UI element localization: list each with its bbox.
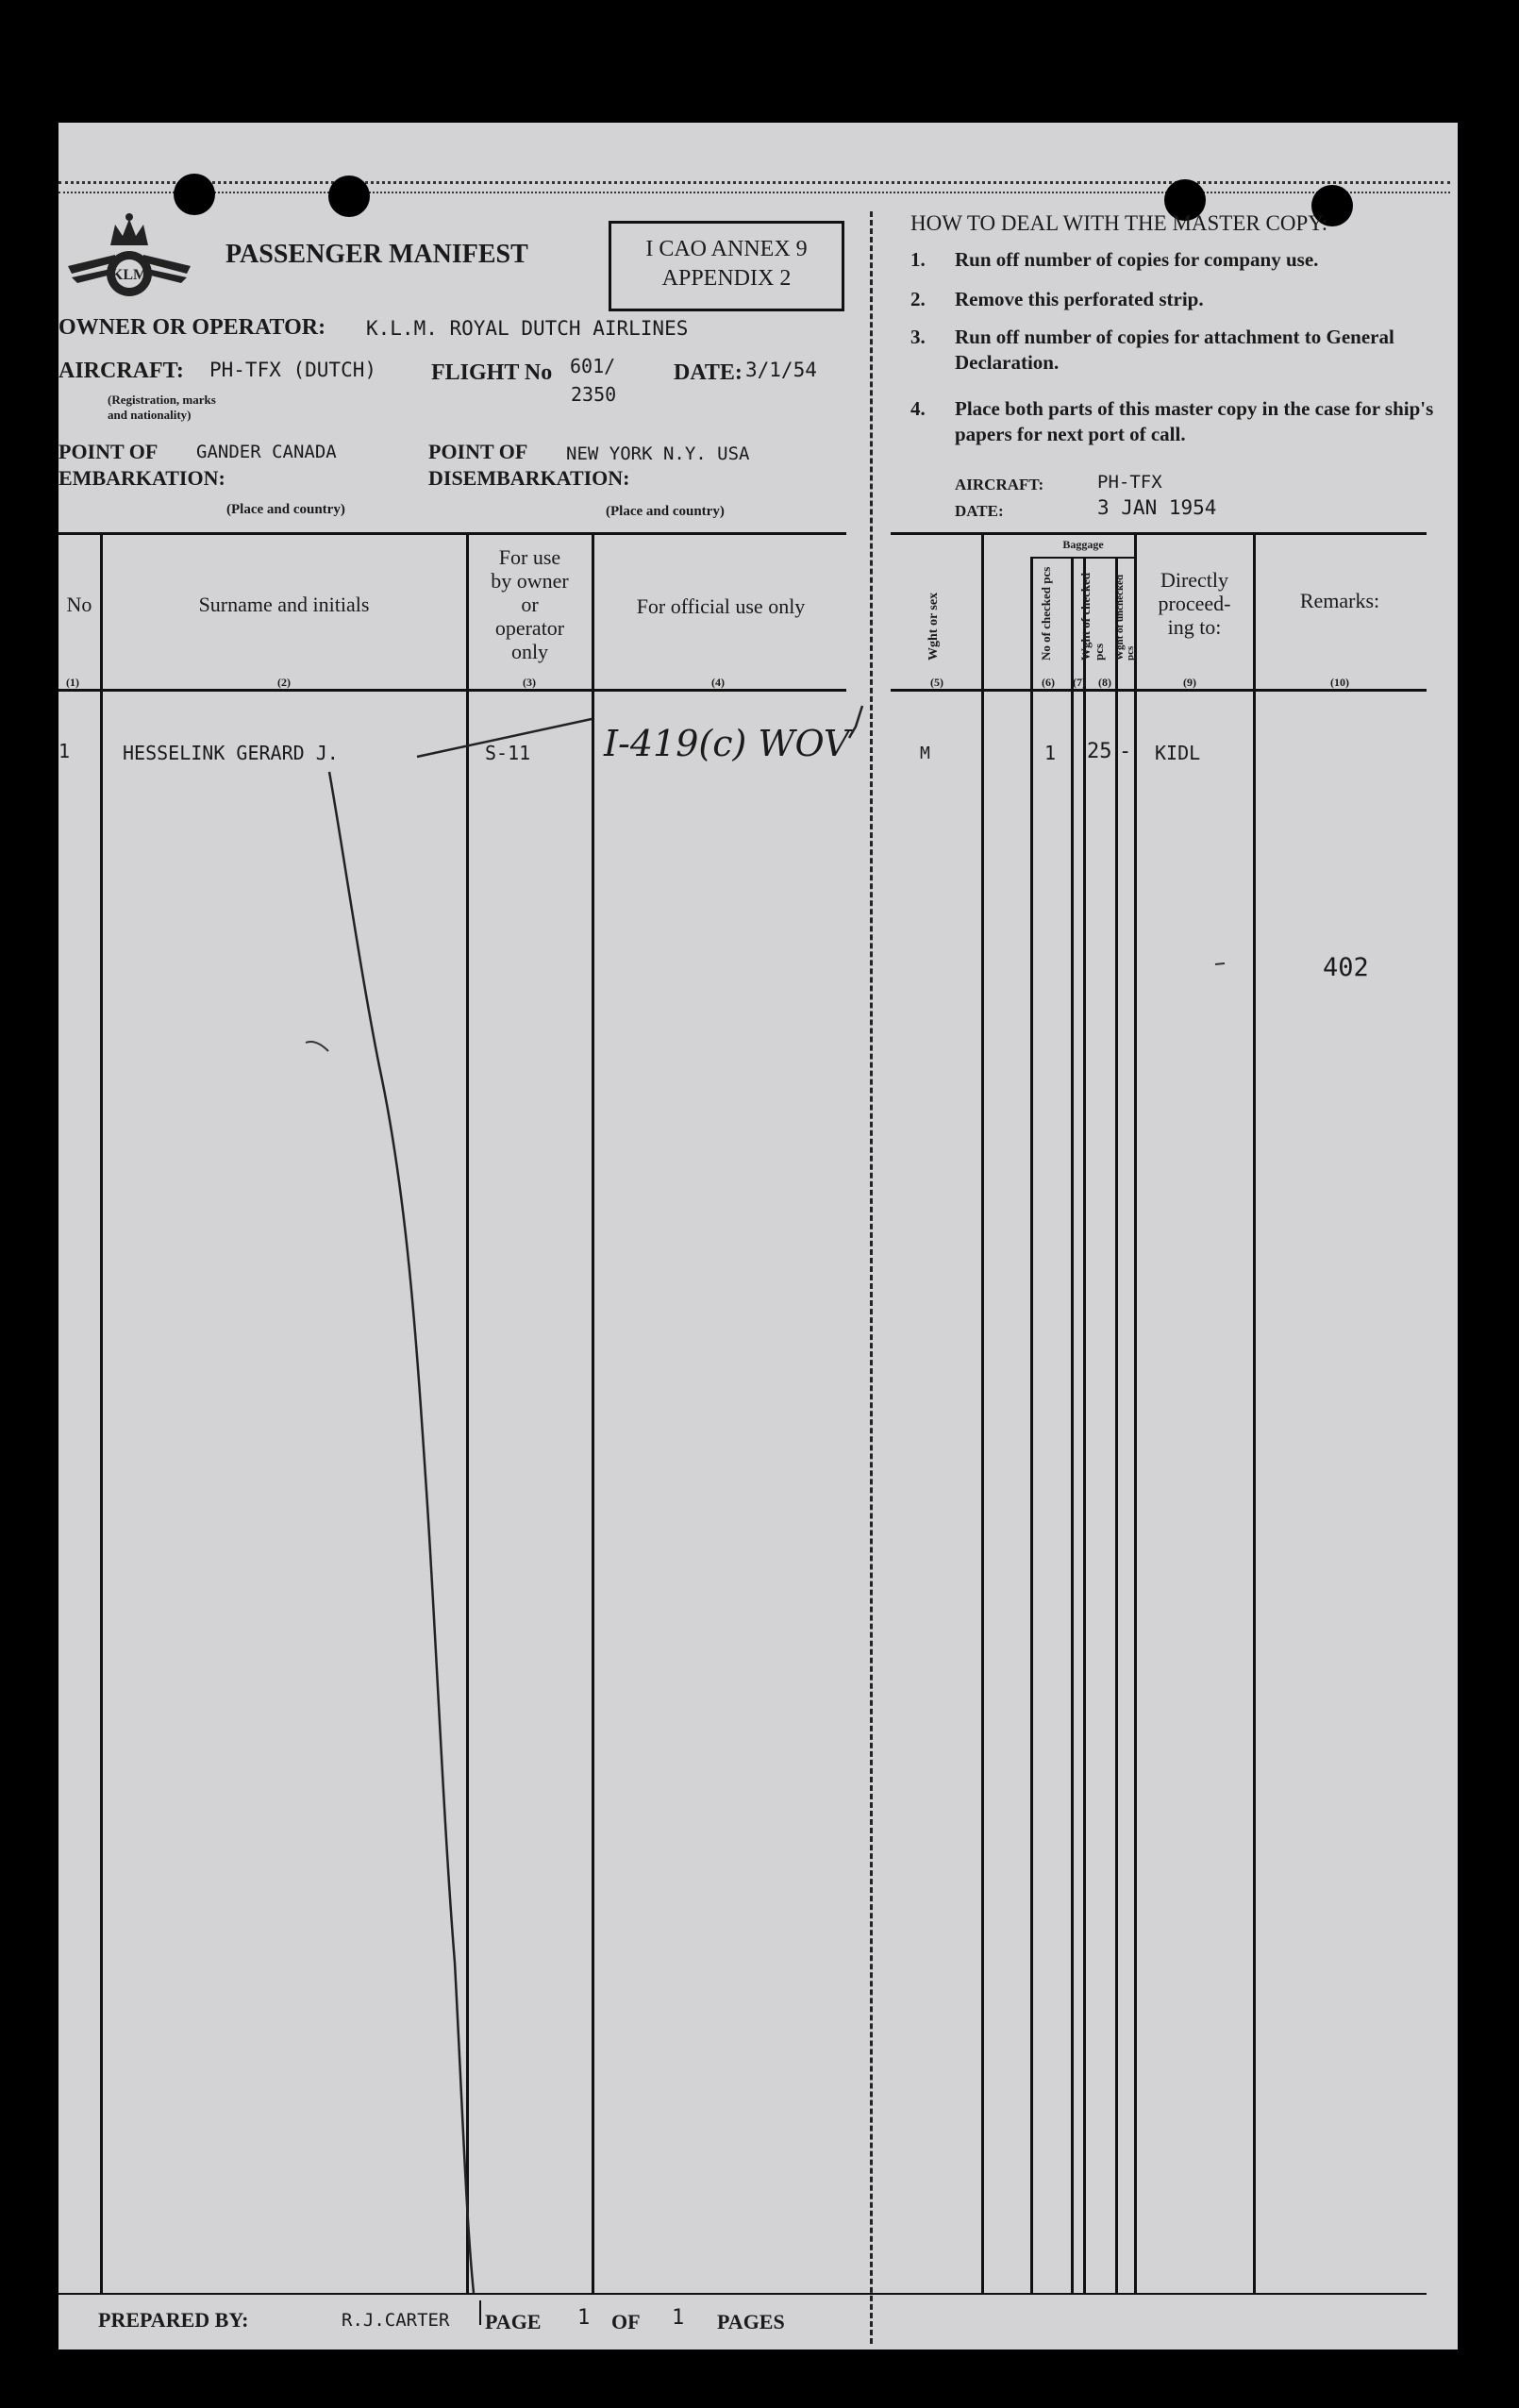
col-number: (4) [711, 676, 725, 689]
instruction-text: Remove this perforated strip. [955, 288, 1204, 310]
instruction-text: Run off number of copies for company use. [955, 248, 1319, 271]
right-aircraft-label: AIRCRAFT: [955, 476, 1044, 493]
aircraft-label: AIRCRAFT: [58, 359, 184, 383]
of-label: OF [611, 2310, 641, 2333]
row-unchecked: - [1119, 740, 1132, 763]
prepared-by-value: R.J.CARTER [342, 2310, 450, 2331]
col-header-wght-checked: Wght of checked pcs [1078, 572, 1106, 661]
instruction-number: 1. [910, 248, 926, 271]
aircraft-note-1: (Registration, marks [108, 393, 216, 407]
col-number: (8) [1098, 676, 1111, 689]
col-number: (7) [1073, 676, 1086, 689]
col-number: (9) [1183, 676, 1196, 689]
page-label: PAGE [485, 2310, 542, 2333]
disembarkation-label-2: DISEMBARKATION: [428, 466, 630, 490]
col-number: (10) [1330, 676, 1349, 689]
right-date-value: 3 JAN 1954 [1097, 496, 1217, 519]
disembarkation-label-1: POINT OF [428, 440, 528, 463]
icao-annex-line: I CAO ANNEX 9 [645, 237, 808, 261]
col-header-no: No [66, 593, 92, 616]
owner-value: K.L.M. ROYAL DUTCH AIRLINES [366, 317, 689, 340]
instruction-number: 3. [910, 326, 926, 348]
disembarkation-note: (Place and country) [606, 504, 725, 519]
pages-label: PAGES [717, 2310, 785, 2333]
row-official-handwritten: I-419(c) WOV [604, 723, 850, 764]
handwritten-strokes [58, 123, 1458, 2349]
row-pcs: 1 [1044, 742, 1057, 764]
row-proceeding: KIDL [1155, 742, 1201, 764]
col-header-weight-sex: Wght or sex [926, 592, 941, 661]
page-total: 1 [672, 2306, 685, 2330]
row-owner-use: S-11 [485, 742, 531, 764]
embarkation-label-1: POINT OF [58, 440, 159, 463]
manifest-title: PASSENGER MANIFEST [225, 240, 528, 269]
proceeding-line: proceed- [1158, 592, 1231, 615]
embarkation-value: GANDER CANADA [196, 442, 337, 462]
disembarkation-value: NEW YORK N.Y. USA [566, 443, 750, 464]
row-sex: M [920, 744, 930, 763]
col-header-wght-unchecked: Wght of unchecked pcs [1114, 574, 1136, 661]
aircraft-value: PH-TFX (DUTCH) [209, 359, 377, 381]
col-number: (2) [277, 676, 291, 689]
col-number: (3) [523, 676, 536, 689]
col-header-baggage: Baggage [1062, 538, 1104, 551]
flight-value-2: 2350 [571, 383, 617, 406]
right-date-label: DATE: [955, 502, 1004, 520]
owner-use-line: operator [494, 616, 565, 640]
instruction-number: 4. [910, 397, 926, 420]
instruction-text: Place both parts of this master copy in the case for ship's papers for next port of call. [955, 397, 1434, 445]
manifest-sheet [58, 123, 1458, 2349]
owner-use-line: only [510, 640, 549, 663]
proceeding-line: Directly [1160, 568, 1229, 592]
instructions-title: HOW TO DEAL WITH THE MASTER COPY: [910, 211, 1328, 235]
col-number: (1) [66, 676, 79, 689]
owner-label: OWNER OR OPERATOR: [58, 315, 326, 340]
right-aircraft-value: PH-TFX [1097, 472, 1162, 493]
row-wght: 25 [1087, 740, 1112, 763]
instruction-number: 2. [910, 288, 926, 310]
flight-value-1: 601/ [570, 355, 616, 377]
owner-use-line: or [521, 593, 539, 616]
col-header-official: For official use only [636, 594, 806, 618]
col-header-no-checked: No of checked pcs [1039, 566, 1053, 661]
embarkation-label-2: EMBARKATION: [58, 466, 225, 490]
col-number: (5) [930, 676, 943, 689]
proceeding-line: ing to: [1167, 615, 1222, 639]
flight-label: FLIGHT No [431, 360, 553, 385]
instruction-text: Run off number of copies for attachment to General Declaration. [955, 326, 1394, 374]
col-number: (6) [1042, 676, 1055, 689]
aircraft-note-2: and nationality) [108, 408, 192, 422]
col-header-remarks: Remarks: [1299, 589, 1380, 612]
row-no: 1 [58, 740, 71, 762]
icao-appendix-line: APPENDIX 2 [661, 266, 792, 291]
footer-bracket [479, 2300, 481, 2325]
svg-text:KLM: KLM [110, 267, 148, 283]
row-name: HESSELINK GERARD J. [123, 742, 339, 764]
embarkation-note: (Place and country) [226, 502, 345, 517]
date-label: DATE: [674, 360, 743, 385]
col-header-surname: Surname and initials [198, 593, 370, 616]
page-number: 1 [577, 2306, 591, 2330]
owner-use-line: For use [498, 545, 561, 569]
owner-use-line: by owner [491, 569, 569, 593]
date-value: 3/1/54 [745, 359, 817, 381]
prepared-by-label: PREPARED BY: [98, 2308, 249, 2332]
remarks-number: 402 [1323, 953, 1369, 982]
